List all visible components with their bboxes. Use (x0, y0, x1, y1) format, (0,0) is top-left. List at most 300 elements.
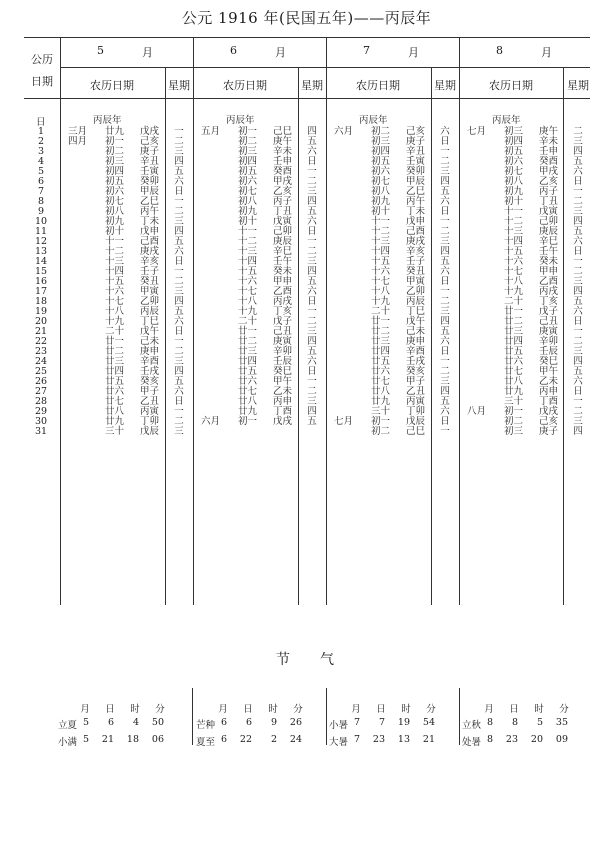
jieqi-value: 5 (536, 717, 543, 728)
weekday: 日 (440, 346, 450, 358)
ganzhi: 丁未 (140, 216, 160, 228)
ganzhi: 庚辰 (539, 226, 559, 237)
weekday: 五 (307, 416, 317, 428)
day-label: 日 (36, 117, 46, 128)
weekday: 五 (440, 396, 450, 408)
lunar-month-marker: 八月 (467, 406, 487, 418)
weekday: 二 (440, 156, 450, 168)
ganzhi: 辛未 (539, 136, 559, 148)
ganzhi: 壬戌 (406, 356, 426, 368)
ganzhi: 戊寅 (539, 206, 559, 218)
lunar-day: 十四 (371, 246, 391, 258)
weekday: 一 (307, 166, 317, 178)
lunar-day: 廿五 (371, 356, 391, 368)
jieqi-header-cell: 月 (80, 704, 90, 715)
ganzhi: 庚辰 (273, 236, 293, 248)
ganzhi: 己卯 (273, 226, 293, 237)
weekday: 日 (573, 386, 583, 398)
weekday: 三 (573, 206, 583, 218)
ganzhi: 己酉 (406, 226, 426, 237)
lunar-day: 十八 (238, 296, 258, 308)
ganzhi: 己卯 (539, 216, 559, 228)
lunar-day: 十六 (371, 266, 391, 278)
lunar-day: 十八 (371, 286, 391, 298)
lunar-day: 十九 (238, 306, 258, 318)
header-mid-rule (60, 67, 590, 68)
lunar-day: 初八 (105, 206, 125, 218)
weekday: 四 (573, 216, 583, 228)
ganzhi: 甲子 (406, 376, 426, 387)
weekday: 日 (307, 156, 317, 168)
weekday: 三 (307, 396, 317, 408)
jieqi-header-cell: 日 (376, 704, 386, 715)
lunar-day: 廿六 (371, 366, 391, 378)
lunar-day: 初五 (105, 176, 125, 187)
lunar-day: 廿九 (105, 126, 125, 137)
weekday: 五 (307, 206, 317, 218)
weekday: 六 (573, 236, 583, 248)
ganzhi: 壬子 (140, 266, 160, 278)
lunar-day: 十九 (105, 316, 125, 328)
day-number: 29 (34, 406, 48, 418)
jieqi-value: 06 (151, 734, 164, 745)
ganzhi: 庚戌 (406, 236, 426, 248)
ganzhi: 辛亥 (140, 256, 160, 268)
header-nongli: 农历日期 (356, 79, 400, 92)
lunar-day: 初九 (371, 196, 391, 208)
weekday: 四 (440, 316, 450, 328)
lunar-day: 廿七 (238, 386, 258, 398)
ganzhi: 甲辰 (140, 186, 160, 198)
lunar-day: 十九 (504, 286, 524, 298)
lunar-day: 初十 (238, 216, 258, 228)
lunar-day: 初六 (238, 176, 258, 187)
jieqi-value: 5 (82, 734, 89, 745)
lunar-day: 十五 (105, 276, 125, 287)
lunar-day: 十四 (105, 266, 125, 278)
ganzhi: 丁巳 (140, 316, 160, 328)
lunar-day: 初一 (238, 416, 258, 428)
ganzhi: 戊午 (140, 326, 160, 337)
weekday: 五 (174, 306, 184, 318)
jieqi-value: 26 (289, 717, 302, 728)
weekday: 二 (440, 366, 450, 378)
lunar-day: 二十 (238, 316, 258, 328)
lunar-day: 初五 (238, 166, 258, 178)
lunar-day: 廿八 (371, 386, 391, 398)
weekday: 一 (307, 306, 317, 318)
page-title: 公元 1916 年(民国五年)——丙辰年 (181, 9, 432, 27)
header-month-number: 6 (230, 44, 237, 57)
ganzhi: 丙子 (273, 196, 293, 208)
weekday: 一 (174, 406, 184, 418)
weekday: 一 (440, 146, 450, 158)
jieqi-value: 8 (486, 734, 493, 745)
lunar-day: 十三 (238, 246, 258, 258)
lunar-day: 廿七 (504, 366, 524, 378)
lunar-month-marker: 七月 (467, 126, 487, 137)
lunar-day: 初七 (238, 186, 258, 198)
ganzhi: 壬申 (539, 146, 559, 158)
lunar-day: 十八 (504, 276, 524, 287)
lunar-day: 廿九 (371, 396, 391, 408)
ganzhi: 己亥 (539, 416, 559, 428)
weekday: 三 (174, 146, 184, 158)
lunar-day: 廿四 (371, 346, 391, 358)
jieqi-value: 54 (422, 717, 435, 728)
weekday: 五 (573, 226, 583, 237)
ganzhi: 辛卯 (273, 346, 293, 358)
weekday: 一 (174, 266, 184, 278)
jieqi-value: 24 (289, 734, 302, 745)
lunar-day: 初三 (504, 126, 524, 137)
ganzhi: 辛巳 (539, 236, 559, 248)
ganzhi: 乙未 (539, 376, 559, 387)
weekday: 四 (307, 126, 317, 137)
day-number: 6 (37, 176, 45, 187)
weekday: 一 (440, 356, 450, 368)
lunar-day: 十七 (504, 266, 524, 278)
ganzhi: 壬辰 (273, 356, 293, 368)
weekday: 日 (307, 366, 317, 378)
day-number: 20 (34, 316, 48, 328)
weekday: 二 (307, 386, 317, 398)
weekday: 二 (307, 246, 317, 258)
weekday: 三 (440, 236, 450, 248)
jieqi-name: 立秋 (462, 720, 482, 731)
day-number: 19 (34, 306, 48, 318)
ganzhi: 丙戌 (539, 286, 559, 298)
ganzhi: 戊子 (273, 316, 293, 328)
weekday: 四 (307, 196, 317, 208)
ganzhi: 癸亥 (406, 366, 426, 378)
lunar-day: 廿四 (238, 356, 258, 368)
ganzhi: 乙亥 (539, 176, 559, 187)
lunar-day: 十三 (105, 256, 125, 268)
lunar-day: 廿四 (105, 366, 125, 378)
weekday: 五 (573, 156, 583, 168)
day-number: 14 (34, 256, 48, 268)
lunar-day: 廿六 (504, 356, 524, 368)
weekday: 二 (174, 136, 184, 148)
lunar-day: 初十 (371, 206, 391, 218)
jieqi-value: 7 (353, 717, 360, 728)
weekday: 六 (307, 356, 317, 368)
weekday: 二 (573, 266, 583, 278)
lunar-day: 廿五 (238, 366, 258, 378)
weekday: 日 (440, 206, 450, 218)
jieqi-header-cell: 时 (130, 704, 140, 715)
ganzhi: 丙辰 (140, 306, 160, 318)
ganzhi: 乙丑 (406, 386, 426, 398)
weekday: 六 (307, 216, 317, 228)
lunar-day: 初一 (105, 136, 125, 148)
lunar-month-marker: 五月 (201, 126, 221, 137)
jieqi-value: 19 (397, 717, 410, 728)
ganzhi: 戊戌 (140, 126, 160, 137)
lunar-day: 初九 (504, 186, 524, 198)
jieqi-header-cell: 时 (401, 704, 411, 715)
ganzhi: 癸酉 (273, 166, 293, 178)
weekday: 四 (573, 426, 583, 437)
ganzhi: 丙寅 (406, 396, 426, 408)
ganzhi: 己未 (406, 326, 426, 337)
ganzhi: 癸卯 (140, 176, 160, 187)
ganzhi: 辛巳 (273, 246, 293, 258)
ganzhi: 丁卯 (140, 416, 160, 428)
ganzhi: 戊戌 (539, 406, 559, 418)
day-number: 30 (34, 416, 48, 428)
jieqi-value: 6 (220, 734, 227, 745)
weekday: 四 (440, 246, 450, 258)
lunar-day: 廿九 (105, 416, 125, 428)
day-number: 15 (34, 266, 48, 278)
day-number: 10 (34, 216, 48, 228)
ganzhi: 癸亥 (140, 376, 160, 387)
day-number: 13 (34, 246, 48, 258)
weekday: 日 (307, 296, 317, 308)
weekday: 日 (174, 326, 184, 337)
ganzhi: 庚申 (140, 346, 160, 358)
jieqi-header-cell: 日 (243, 704, 253, 715)
jieqi-value: 50 (151, 717, 164, 728)
header-month-number: 5 (97, 44, 104, 57)
lunar-day: 十五 (238, 266, 258, 278)
ganzhi: 乙巳 (406, 186, 426, 198)
weekday: 日 (174, 186, 184, 198)
lunar-day: 廿六 (238, 376, 258, 387)
weekday: 二 (174, 416, 184, 428)
ganzhi: 庚寅 (539, 326, 559, 337)
ganzhi: 甲申 (273, 276, 293, 287)
header-bottom-rule (24, 98, 590, 99)
lunar-day: 廿八 (238, 396, 258, 408)
column-divider-2 (193, 37, 194, 605)
weekday: 二 (573, 406, 583, 418)
ganzhi: 壬申 (273, 156, 293, 168)
weekday: 三 (174, 286, 184, 298)
ganzhi: 庚子 (539, 426, 559, 437)
header-nongli: 农历日期 (223, 79, 267, 92)
column-divider-4 (459, 37, 460, 605)
lunar-day: 廿六 (105, 386, 125, 398)
lunar-day: 十一 (504, 206, 524, 218)
jieqi-value: 6 (220, 717, 227, 728)
weekday: 四 (573, 356, 583, 368)
lunar-day: 初七 (371, 176, 391, 187)
jieqi-divider-2 (326, 688, 327, 745)
ganzhi: 癸丑 (406, 266, 426, 278)
weekday: 二 (174, 206, 184, 218)
lunar-day: 十八 (105, 306, 125, 318)
weekday-divider-4 (563, 67, 564, 605)
ganzhi: 丁巳 (406, 306, 426, 318)
weekday: 日 (440, 416, 450, 428)
lunar-day: 廿二 (371, 326, 391, 337)
weekday: 六 (174, 316, 184, 328)
lunar-day: 三十 (504, 396, 524, 408)
header-xingqi: 星期 (168, 79, 190, 92)
lunar-day: 廿一 (371, 316, 391, 328)
header-xingqi: 星期 (567, 79, 589, 92)
weekday: 六 (174, 386, 184, 398)
header-nongli: 农历日期 (489, 79, 533, 92)
ganzhi: 壬午 (539, 246, 559, 258)
jieqi-header-cell: 分 (559, 704, 569, 715)
weekday: 一 (440, 216, 450, 228)
lunar-day: 初九 (238, 206, 258, 218)
weekday: 三 (573, 416, 583, 428)
ganzhi: 庚子 (140, 146, 160, 158)
lunar-day: 初三 (371, 136, 391, 148)
weekday: 一 (307, 236, 317, 248)
lunar-day: 初一 (504, 406, 524, 418)
weekday: 日 (174, 396, 184, 408)
ganzhi: 己巳 (273, 126, 293, 137)
day-number: 7 (37, 186, 45, 198)
ganzhi: 甲辰 (406, 176, 426, 187)
lunar-day: 廿七 (105, 396, 125, 408)
weekday: 三 (440, 166, 450, 178)
ganzhi: 己丑 (273, 326, 293, 337)
jieqi-header-cell: 月 (218, 704, 228, 715)
ganzhi: 癸未 (539, 256, 559, 268)
weekday: 二 (573, 126, 583, 137)
jieqi-value: 9 (270, 717, 277, 728)
ganzhi: 甲午 (273, 376, 293, 387)
weekday: 四 (573, 146, 583, 158)
jieqi-value: 20 (530, 734, 543, 745)
weekday: 一 (307, 376, 317, 387)
ganzhi: 丙申 (539, 386, 559, 398)
ganzhi: 戊辰 (406, 416, 426, 428)
ganzhi: 癸酉 (539, 156, 559, 168)
weekday: 五 (440, 256, 450, 268)
header-gongli: 公历 (31, 53, 53, 66)
lunar-month-marker: 六月 (201, 416, 221, 428)
lunar-day: 初四 (105, 166, 125, 178)
ganzhi: 丙子 (539, 186, 559, 198)
ganzhi: 壬寅 (140, 166, 160, 178)
ganzhi: 丁丑 (539, 196, 559, 208)
top-rule (24, 37, 590, 38)
weekday: 三 (573, 346, 583, 358)
day-number: 8 (37, 196, 45, 208)
day-number: 5 (37, 166, 45, 178)
lunar-day: 廿五 (504, 346, 524, 358)
weekday: 四 (174, 226, 184, 237)
lunar-day: 廿二 (238, 336, 258, 348)
jieqi-value: 22 (239, 734, 252, 745)
jieqi-value: 2 (270, 734, 277, 745)
ganzhi: 乙酉 (273, 286, 293, 298)
lunar-month-marker: 四月 (68, 136, 88, 148)
lunar-day: 十四 (238, 256, 258, 268)
ganzhi: 壬子 (406, 256, 426, 268)
year-label: 丙辰年 (359, 115, 388, 126)
ganzhi: 丁酉 (539, 396, 559, 408)
ganzhi: 庚子 (406, 136, 426, 148)
header-month-number: 8 (496, 44, 503, 57)
ganzhi: 丙辰 (406, 296, 426, 308)
jieqi-value: 8 (486, 717, 493, 728)
day-number: 27 (34, 386, 48, 398)
ganzhi: 丙午 (140, 206, 160, 218)
weekday: 六 (440, 126, 450, 137)
weekday: 五 (440, 326, 450, 337)
weekday: 三 (174, 356, 184, 368)
lunar-day: 十七 (238, 286, 258, 298)
lunar-day: 初八 (238, 196, 258, 208)
day-number: 17 (34, 286, 48, 298)
day-number: 21 (34, 326, 48, 337)
lunar-day: 十七 (105, 296, 125, 308)
day-number: 31 (34, 426, 48, 437)
jieqi-value: 35 (555, 717, 568, 728)
weekday: 五 (573, 296, 583, 308)
lunar-day: 初四 (238, 156, 258, 168)
weekday: 六 (307, 146, 317, 158)
weekday: 一 (573, 326, 583, 337)
ganzhi: 乙卯 (406, 286, 426, 298)
day-number: 1 (37, 126, 45, 137)
jieqi-divider-1 (192, 688, 193, 745)
ganzhi: 丁丑 (273, 206, 293, 218)
weekday: 日 (440, 136, 450, 148)
weekday: 四 (307, 406, 317, 418)
ganzhi: 己丑 (539, 316, 559, 328)
ganzhi: 丁亥 (273, 306, 293, 318)
lunar-day: 十六 (504, 256, 524, 268)
weekday: 三 (307, 186, 317, 198)
ganzhi: 甲午 (539, 366, 559, 378)
lunar-month-marker: 六月 (334, 126, 354, 137)
lunar-month-marker: 七月 (334, 416, 354, 428)
lunar-day: 初十 (105, 226, 125, 237)
weekday: 六 (440, 406, 450, 418)
jieqi-value: 6 (107, 717, 114, 728)
ganzhi: 癸未 (273, 266, 293, 278)
lunar-day: 初八 (504, 176, 524, 187)
weekday: 日 (573, 316, 583, 328)
ganzhi: 壬辰 (539, 346, 559, 358)
weekday: 四 (174, 296, 184, 308)
jieqi-divider-3 (459, 688, 460, 745)
lunar-day: 二十 (504, 296, 524, 308)
day-number: 2 (37, 136, 45, 148)
header-riqi: 日期 (31, 75, 53, 88)
header-month-unit: 月 (142, 46, 153, 59)
ganzhi: 庚寅 (273, 336, 293, 348)
weekday: 三 (440, 306, 450, 318)
jieqi-header-cell: 时 (534, 704, 544, 715)
jieqi-value: 4 (132, 717, 139, 728)
ganzhi: 庚午 (273, 136, 293, 148)
weekday: 一 (573, 256, 583, 268)
jieqi-header-cell: 分 (155, 704, 165, 715)
lunar-day: 三十 (371, 406, 391, 418)
weekday: 三 (440, 376, 450, 387)
weekday-divider-2 (298, 67, 299, 605)
lunar-day: 初三 (105, 156, 125, 168)
column-divider-3 (326, 37, 327, 605)
lunar-day: 十五 (504, 246, 524, 258)
ganzhi: 戊辰 (140, 426, 160, 437)
lunar-day: 二十 (105, 326, 125, 337)
weekday: 三 (573, 276, 583, 287)
lunar-day: 十五 (371, 256, 391, 268)
weekday: 三 (174, 216, 184, 228)
